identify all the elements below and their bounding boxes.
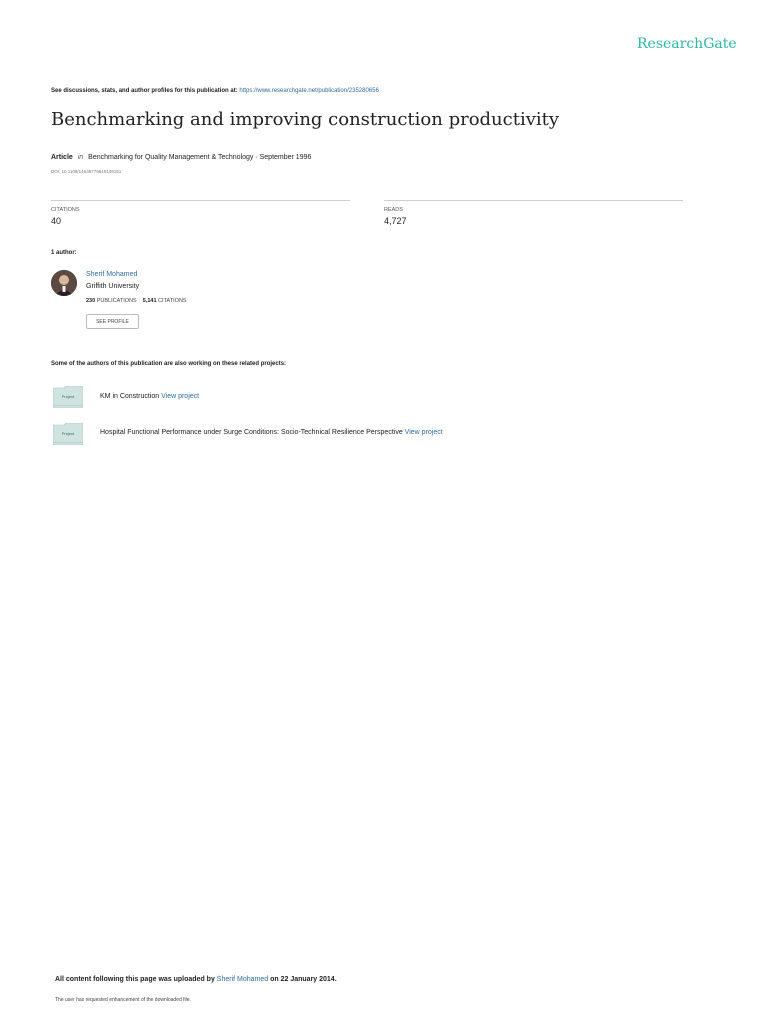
project-folder-label: Project [61,394,75,399]
authors-heading: 1 author: [51,250,77,256]
project-folder-icon [53,423,83,445]
author-publications-count: 230 [86,298,96,304]
reads-value: 4,727 [384,216,407,226]
related-project-item [100,429,443,436]
upload-prefix: All content following this page was uploaded by [55,976,215,983]
citations-value: 40 [51,216,62,226]
reads-divider [384,200,683,201]
in-label: in [77,154,84,161]
author-citations-label: CITATIONS [158,298,187,304]
upload-suffix: on 22 January 2014. [270,976,337,983]
researchgate-logo[interactable]: ResearchGate [637,36,737,52]
related-project-item [100,393,199,400]
author-name-link[interactable]: Sherif Mohamed [86,271,138,278]
view-project-link[interactable]: View project [161,393,200,400]
project-folder-icon [53,386,83,408]
view-project-link[interactable]: View project [404,429,443,436]
enhancement-note: The user has requested enhancement of the downloaded file. [55,997,191,1003]
publication-title: Benchmarking and improving construction productivity [51,109,560,130]
see-profile-button[interactable]: SEE PROFILE [86,314,139,329]
author-avatar[interactable] [51,270,77,296]
doi-text: DOI: 10.1108/14635779610149151 [51,169,122,174]
author-publications-label: PUBLICATIONS [96,298,137,304]
publication-type: Article [51,154,73,161]
discussion-line [51,88,379,94]
citations-divider [51,200,350,201]
author-stats [86,298,187,304]
project-title: Hospital Functional Performance under Surge Conditions: Socio-Technical Resilience Perspective [100,429,403,436]
discussion-text: See discussions, stats, and author profiles for this publication at: [51,88,238,94]
publication-url-link[interactable]: https://www.researchgate.net/publication/235280656 [239,88,379,94]
author-institution: Griffith University [86,283,140,290]
project-folder-label: Project [61,431,75,436]
uploader-link[interactable]: Sherif Mohamed [216,976,269,983]
avatar-image [51,270,77,296]
author-citations-count: 5,141 [142,298,157,304]
journal-and-date[interactable]: Benchmarking for Quality Management & Technology · September 1996 [88,154,312,161]
upload-note [55,976,337,983]
publication-meta [51,154,311,161]
citations-label: CITATIONS [51,207,80,213]
reads-label: READS [384,207,403,213]
related-projects-heading: Some of the authors of this publication are also working on these related projects: [51,361,287,367]
project-title: KM in Construction [100,393,160,400]
